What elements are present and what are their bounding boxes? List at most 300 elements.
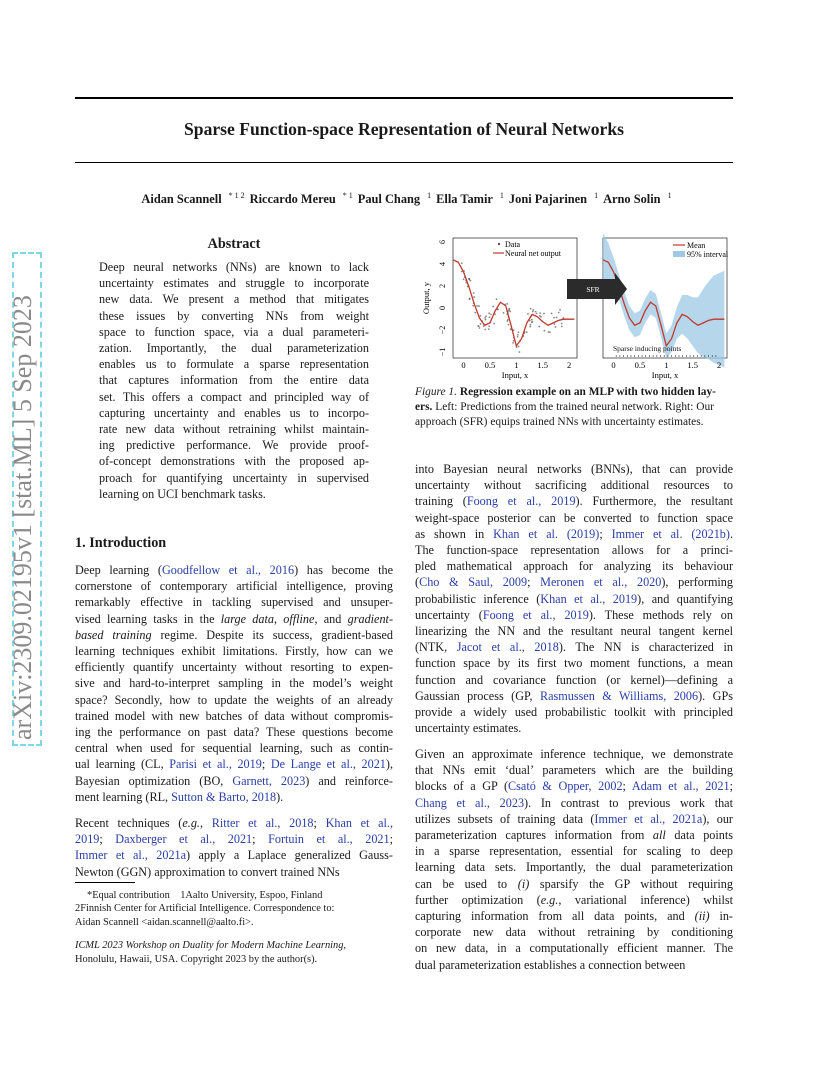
author-name: Joni Pajarinen (508, 192, 588, 207)
text-line (415, 795, 733, 811)
text-span: ). GPs (698, 688, 733, 703)
footnote-aalto: 1Aalto University, Espoo, Finland (180, 890, 323, 901)
citation-link[interactable]: Daxberger et al., 2021 (115, 832, 253, 847)
data-point (508, 324, 510, 326)
author-name: Arno Solin (603, 192, 661, 207)
sfr-arrow-label: SFR (586, 285, 600, 294)
citation-link[interactable]: Fortuin et al., 2021 (268, 832, 390, 847)
data-point (527, 313, 529, 315)
data-point (485, 315, 487, 317)
text-span: offline (283, 611, 315, 626)
text-line (415, 762, 733, 778)
y-tick-label: −2 (438, 325, 447, 335)
legend-nn-label: Neural net output (505, 249, 561, 258)
data-point (469, 298, 471, 300)
data-point (543, 330, 545, 332)
text-span: ). The NN is characterized in (558, 640, 733, 655)
data-point (517, 334, 519, 336)
text-span: Bayesian optimization (BO, (75, 773, 233, 788)
citation-link[interactable]: Jacot et al., 2018 (456, 640, 559, 655)
citation-link[interactable]: Khan et al. (2019) (493, 526, 600, 541)
x-tick-label: 1.5 (537, 360, 549, 370)
text-span: , variational inference) whilst (558, 892, 734, 907)
intro-paragraph-1 (75, 562, 393, 805)
data-point (517, 336, 519, 338)
author-name: Riccardo Mereu (249, 192, 336, 207)
text-span: Recent techniques ( (75, 816, 183, 830)
text-span: ) has become the (294, 563, 393, 577)
abstract-line: set. This offers a compact and principled way of (99, 389, 369, 404)
citation-link[interactable]: Immer et al., 2021a (75, 848, 187, 863)
text-line (415, 461, 733, 477)
figure-1 (415, 232, 733, 384)
text-line (75, 594, 393, 610)
legend-mean-label: Mean (687, 241, 706, 250)
legend-data-label: Data (505, 240, 521, 249)
data-point (477, 325, 479, 327)
data-point (474, 312, 476, 314)
abstract-line: ing predictive performance. We provide proof- (99, 438, 369, 453)
data-point (526, 331, 528, 333)
y-axis-label: Output, y (421, 281, 431, 315)
text-line (415, 672, 733, 688)
figure-label: Figure 1. (415, 386, 457, 398)
text-line (415, 827, 733, 843)
caption-line3a: approach ( (415, 416, 464, 428)
text-line (415, 859, 733, 875)
text-span: provide a widely used probabilistic toolkit with principled (415, 705, 733, 720)
text-span: further optimization ( (415, 892, 541, 907)
text-line (75, 740, 393, 756)
data-point (559, 309, 561, 311)
text-line (415, 957, 733, 973)
text-line (75, 773, 393, 789)
text-span: vised learning tasks in the (75, 611, 221, 626)
text-span: sparsify the GP without requiring (529, 876, 733, 891)
citation-link[interactable]: Garnett, 2023 (232, 773, 306, 788)
data-point (473, 292, 475, 294)
abstract-line: space to function space, via a dual parameteri- (99, 324, 369, 339)
caption-bold-2: ers. (415, 401, 433, 413)
text-line (415, 704, 733, 720)
citation-link[interactable]: Cho & Saul, 2009 (419, 575, 528, 590)
figure-1-caption (415, 385, 733, 430)
text-line (75, 627, 393, 643)
data-point (488, 325, 490, 327)
text-line (75, 659, 393, 675)
author-name: Paul Chang (357, 192, 421, 207)
text-span: ), and quantifying (637, 591, 733, 606)
text-span: trained model with new batches of data without compromis- (75, 708, 393, 723)
text-span: sive and hard-to-interpret sampling in the model’s weight (75, 676, 393, 691)
text-span: blocks of a GP ( (415, 779, 509, 794)
citation-link[interactable]: Meronen et al., 2020 (540, 575, 662, 590)
data-point (554, 323, 556, 325)
x-axis-label: Input, x (651, 370, 679, 380)
data-point (479, 315, 481, 317)
venue-line-2: Honolulu, Hawaii, USA. Copyright 2023 by the author(s). (75, 953, 318, 965)
text-line (415, 940, 733, 956)
data-point (553, 317, 555, 319)
data-point (530, 308, 532, 310)
text-span: dual parameterization establishes a connection between (415, 957, 686, 972)
paper-title: Sparse Function-space Representation of Neural Networks (184, 119, 624, 139)
data-point (468, 278, 470, 280)
figure-1-plots (415, 232, 733, 384)
data-point (496, 298, 498, 300)
section-heading: 1. Introduction (75, 535, 167, 551)
data-point (518, 345, 520, 347)
data-point (513, 340, 515, 342)
intro-paragraph-2 (75, 815, 393, 880)
text-line (415, 892, 733, 908)
data-point (543, 313, 545, 315)
y-tick-label: 4 (438, 262, 447, 266)
text-span: , (273, 611, 284, 626)
data-point (488, 312, 490, 314)
author-affiliation-marks: 1 (497, 191, 504, 200)
text-span: can be used to (415, 876, 518, 891)
legend-data-swatch (498, 243, 500, 245)
citation-link[interactable]: Ritter et al., 2018 (211, 816, 314, 830)
y-tick-label: 0 (438, 306, 447, 310)
data-point (512, 342, 514, 344)
author-affiliation-marks: * 1 (340, 191, 353, 200)
x-tick-label: 0.5 (634, 360, 646, 370)
text-span: ). These methods rely on (588, 607, 733, 622)
text-span: into Bayesian neural networks (BNNs), that can provide (415, 462, 733, 476)
title-bottom-rule (75, 162, 733, 163)
text-span: Deep learning ( (75, 563, 162, 577)
text-span: uncertainty estimates. (415, 721, 522, 736)
inducing-points-label: Sparse inducing points (613, 344, 682, 353)
text-line (75, 708, 393, 724)
text-line (415, 843, 733, 859)
text-span: ), performing (661, 575, 733, 590)
y-tick-label: 6 (438, 240, 447, 244)
data-point (529, 326, 531, 328)
text-line (75, 864, 393, 880)
caption-rest: Left: Predictions from the trained neural network. Right: Our (432, 401, 714, 413)
data-point (492, 306, 494, 308)
x-tick-label: 0 (461, 360, 466, 370)
data-point (561, 326, 563, 328)
text-line (415, 778, 733, 794)
citation-link[interactable]: Chang et al., 2023 (415, 795, 525, 810)
text-span: (i) (517, 876, 530, 891)
venue-line-1: ICML 2023 Workshop on Duality for Modern Machine Learning, (75, 940, 347, 952)
data-point (480, 323, 482, 325)
text-span: ; (261, 757, 271, 772)
text-span: function space by its first two moment functions, a mean (415, 656, 733, 671)
text-span: ), (385, 757, 393, 772)
text-span: ), our (702, 811, 733, 826)
x-tick-label: 2 (566, 360, 572, 370)
text-span: that NNs emit ‘dual’ parameters which are the building (415, 763, 733, 778)
text-span: pled mathematical approach for analyzing its behaviour (415, 559, 733, 574)
citation-link[interactable]: 2019 (75, 832, 100, 847)
text-line (415, 720, 733, 736)
data-point (488, 328, 490, 330)
data-point (561, 323, 563, 325)
text-line (415, 811, 733, 827)
caption-sfr: SFR (463, 416, 484, 428)
data-point (551, 313, 553, 315)
x-tick-label: 0.5 (484, 360, 496, 370)
x-tick-label: 1.5 (687, 360, 699, 370)
citation-link[interactable]: Sutton & Barto, 2018 (171, 789, 277, 804)
citation-link[interactable]: Foong et al., 2019 (466, 494, 576, 509)
text-span: e.g. (182, 816, 200, 830)
abstract-line: uncertainty estimates and struggle to incorporate (99, 276, 369, 291)
x-tick-label: 0 (611, 360, 616, 370)
text-span: uncertainty without sacrificing additional resources to (415, 478, 733, 493)
footnote-correspondence: Aidan Scannell <aidan.scannell@aalto.fi>. (75, 916, 254, 928)
data-point (532, 311, 534, 313)
text-span: regime. Despite its success, gradient-based (151, 627, 394, 642)
text-line (415, 655, 733, 671)
footnote-fcai: 2Finnish Center for Artificial Intelligence. Correspondence to: (75, 903, 335, 915)
data-point (473, 296, 475, 298)
text-line (415, 908, 733, 924)
data-point (508, 308, 510, 310)
introduction-section (75, 535, 393, 552)
data-point (476, 305, 478, 307)
abstract-line: new data. We present a method that mitigates (99, 292, 369, 307)
abstract-line: that captures information from the entire data (99, 373, 369, 388)
text-span: capturing information from all data points, and (415, 909, 695, 924)
data-point (461, 262, 463, 264)
data-point (535, 311, 537, 313)
author-name: Aidan Scannell (141, 192, 222, 207)
text-span: in- (709, 909, 733, 924)
text-span: ) apply a Laplace generalized Gauss- (186, 848, 393, 863)
text-span: ; (729, 779, 733, 794)
text-span: cornerstone of contemporary artificial intelligence, proving (75, 579, 393, 594)
data-point (558, 312, 560, 314)
arxiv-stamp: arXiv:2309.02195v1 [stat.ML] 5 Sep 2023 (8, 295, 37, 740)
text-line (415, 526, 733, 542)
text-span: ; (99, 832, 116, 847)
y-tick-label: −1 (438, 347, 447, 357)
text-span: ). (276, 789, 284, 804)
text-span: in a sparse representation, essential for scaling to deep (415, 844, 733, 859)
data-point (519, 351, 521, 353)
text-line (75, 847, 393, 863)
text-line (415, 558, 733, 574)
citation-link[interactable]: Parisi et al., 2019 (169, 757, 262, 772)
data-point (478, 305, 480, 307)
abstract-line: capturing uncertainty and enables us to incorpo- (99, 405, 369, 420)
text-span: . (729, 526, 734, 541)
text-span: ; (313, 816, 326, 830)
text-span: uncertainty ( (415, 607, 483, 622)
text-span: corporate new data without retraining by conditioning (415, 925, 733, 940)
data-point (556, 317, 558, 319)
text-span: ) and reinforce- (305, 773, 393, 788)
text-line (415, 876, 733, 892)
text-line (415, 493, 733, 509)
text-span: training ( (415, 494, 467, 509)
text-span: learning data sets. Importantly, the dual parameterization (415, 860, 733, 875)
text-line (75, 789, 393, 805)
text-span: weight-space posterior can be converted to function space (415, 510, 733, 525)
abstract-line: of-concept demonstrations with the proposed ap- (99, 454, 369, 469)
data-point (536, 312, 538, 314)
author-affiliation-marks: 1 (665, 191, 672, 200)
abstract-heading: Abstract (207, 236, 261, 252)
text-span: data points (665, 828, 733, 843)
data-point (484, 329, 486, 331)
abstract-line: these issues by converting NNs from weight (99, 308, 369, 323)
citation-link[interactable]: Khan et al., 2019 (540, 591, 638, 606)
text-span: utilizes subsets of training data ( (415, 811, 595, 826)
abstract-line: enables us to formulate a sparse representation (99, 357, 369, 372)
text-span: efficiently quantify uncertainty without resorting to expen- (75, 660, 393, 675)
text-span: ). In contrast to previous work that (524, 795, 733, 810)
text-span: on new data, in a computationally efficient manner. The (415, 941, 733, 956)
citation-link[interactable]: Khan et al., (325, 816, 393, 830)
caption-line3b: ) equips trained NNs with uncertainty estimates. (483, 416, 704, 428)
citation-link[interactable]: Goodfellow et al., 2016 (161, 563, 295, 577)
text-span: space? Secondly, how to update the weights of an already (75, 692, 393, 707)
text-span: ; (389, 832, 394, 847)
text-span: ). Furthermore, the resultant (575, 494, 733, 509)
data-point (539, 312, 541, 314)
data-point (506, 303, 508, 305)
x-axis-label: Input, x (501, 370, 529, 380)
data-point (469, 280, 471, 282)
data-point (479, 327, 481, 329)
text-line (415, 607, 733, 623)
data-point (531, 319, 533, 321)
data-point (532, 309, 534, 311)
data-point (484, 317, 486, 319)
text-span: Given an approximate inference technique, we demonstrate (415, 747, 733, 761)
text-span: linearizing the NN and the resultant neural tangent kernel (415, 624, 733, 639)
data-point (490, 314, 492, 316)
text-line (75, 724, 393, 740)
author-affiliation-marks: * 1 2 (226, 191, 245, 200)
data-point (472, 305, 474, 307)
text-span: The function-space representation allows for a princi- (415, 543, 733, 558)
text-span: central when used for sequential learning, such as contin- (75, 741, 393, 756)
text-line (75, 578, 393, 594)
text-span: function and covariance function (or kernel)—defining a (415, 672, 733, 687)
text-line (75, 643, 393, 659)
text-line (75, 831, 393, 847)
citation-link[interactable]: Adam et al., 2021 (631, 779, 730, 794)
abstract-body (99, 259, 369, 502)
text-span: as shown in (415, 526, 494, 541)
citation-link[interactable]: Immer et al., 2021a (594, 811, 703, 826)
text-span: ( (415, 575, 420, 590)
text-span: learning techniques exhibit limitations. Firstly, how can we (75, 644, 393, 659)
data-point (485, 319, 487, 321)
text-span: (ii) (694, 909, 710, 924)
citation-link[interactable]: Rasmussen & Williams, 2006 (539, 688, 699, 703)
data-point (548, 331, 550, 333)
footnote-equal: *Equal contribution (87, 890, 170, 901)
footnote-rule (75, 882, 135, 883)
text-line (415, 510, 733, 526)
text-span: (NTK, (415, 640, 457, 655)
text-line (75, 815, 393, 831)
title-top-rule (75, 97, 733, 99)
caption-bold: Regression example on an MLP with two hidden lay- (459, 386, 716, 398)
text-line (75, 611, 393, 627)
text-line (75, 692, 393, 708)
text-span: Gaussian process (GP, (415, 688, 540, 703)
text-span: remarkably effective in tackling supervised and unsuper- (75, 595, 393, 610)
text-span: Newton (GGN) approximation to convert trained NNs (75, 864, 340, 879)
text-span: parameterization captures information from (415, 828, 653, 843)
text-span: ual learning (CL, (75, 757, 170, 772)
data-point (506, 320, 508, 322)
text-span: ; (527, 575, 541, 590)
abstract-line: learning on UCI benchmark tasks. (99, 486, 266, 501)
citation-link[interactable]: Csató & Opper, 2002 (508, 779, 623, 794)
text-span: , (199, 816, 212, 830)
text-line (415, 688, 733, 704)
abstract-line: rate new data without retraining whilst maintain- (99, 422, 369, 437)
text-line (415, 639, 733, 655)
y-tick-label: 2 (438, 284, 447, 288)
text-span: gradient- (347, 611, 393, 626)
text-span: ; (252, 832, 269, 847)
abstract-line: Deep neural networks (NNs) are known to lack (99, 260, 369, 274)
nn-output-line (453, 260, 574, 346)
text-line (415, 477, 733, 493)
text-line (75, 675, 393, 691)
data-point (518, 331, 520, 333)
right-paragraph-2 (415, 746, 733, 973)
data-point (539, 315, 541, 317)
data-point (509, 311, 511, 313)
text-span: e.g. (540, 892, 559, 907)
text-line (415, 924, 733, 940)
abstract-line: proach for quantifying uncertainty in supervised (99, 470, 369, 485)
legend-interval-swatch (673, 251, 685, 257)
x-tick-label: 1 (664, 360, 669, 370)
x-tick-label: 2 (716, 360, 722, 370)
text-line (415, 574, 733, 590)
abstract (99, 236, 369, 502)
author-affiliation-marks: 1 (592, 191, 599, 200)
abstract-line: zation. Importantly, the dual parameterization (99, 341, 369, 356)
right-paragraph-1 (415, 461, 733, 736)
data-point (555, 326, 557, 328)
text-line (75, 562, 393, 578)
text-span: large data (220, 611, 274, 626)
text-span: ; (599, 526, 612, 541)
text-span: , and (314, 611, 348, 626)
data-point (531, 321, 533, 323)
data-point (463, 278, 465, 280)
data-point (530, 324, 532, 326)
data-point (493, 323, 495, 325)
citation-link[interactable]: Foong et al., 2019 (482, 607, 589, 622)
legend-interval-label: 95% interval (687, 250, 729, 259)
citation-link[interactable]: De Lange et al., 2021 (270, 757, 386, 772)
data-point (503, 312, 505, 314)
data-point (489, 316, 491, 318)
citation-link[interactable]: Immer et al. (2021b) (611, 526, 730, 541)
text-span: based training (75, 627, 152, 642)
text-line (415, 623, 733, 639)
text-span: ing the performance on past data? These questions become (75, 725, 393, 740)
text-line (415, 746, 733, 762)
